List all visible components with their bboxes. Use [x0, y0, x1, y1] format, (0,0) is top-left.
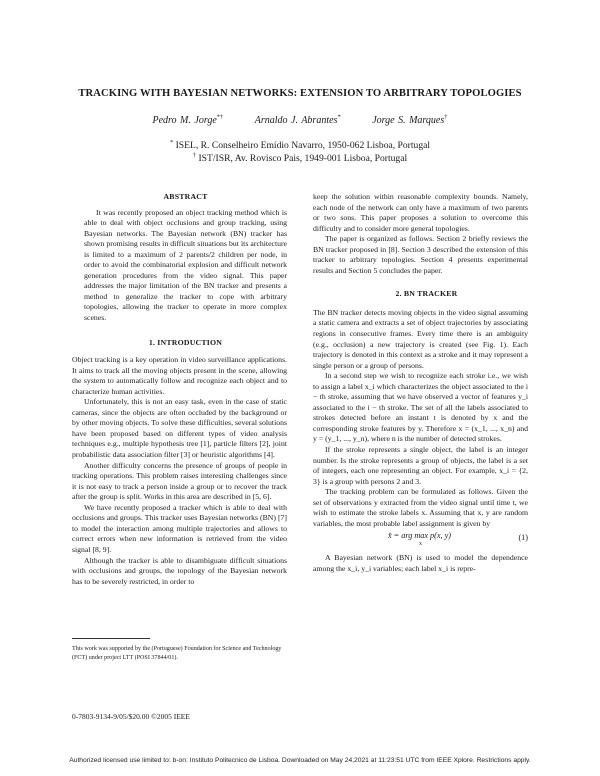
abstract-heading: ABSTRACT	[163, 192, 208, 201]
footnote-rule	[72, 638, 150, 639]
body-paragraph: A Bayesian network (BN) is used to model the dependence among the x_i, y_i variables; each label x_i is repre-	[313, 553, 528, 573]
intro-heading: 1. INTRODUCTION	[148, 337, 223, 347]
equation-1	[313, 529, 528, 547]
intro-paragraph: Unfortunately, this is not an easy task, even in the case of static cameras, since the objects are often occluded by the background or by other moving objects. To solve these difficulties, several solutions have been proposed based on different types of video analysis techniques e.g., multiple hypothesis tree [1], particle filters [2], joint probabilistic data association filter [3] or heuristic algorithms [4].	[72, 397, 287, 460]
isbn-line: 0-7803-9134-9/05/$20.00 ©2005 IEEE	[72, 712, 190, 721]
abstract-text: It was recently proposed an object tracking method which is able to deal with object occlusions and group tracking, using Bayesian networks. The Bayesian network (BN) tracker has shown promising results in difficult situations but its architecture is limited to a maximum of 2 parents/2 children per node, in order to avoid the combinatorial explosion and difficult network generation procedures from the video signal. This paper addresses the major limitation of the BN tracker and presents a method to generalize the tracker to cope with arbitrary topologies, allowing the tracker to operate in more complex scenes.	[84, 207, 287, 323]
footnote: This work was supported by the (Portuguese) Foundation for Science and Technology (FCT) under project LTT (POSI 37844/01).	[72, 646, 282, 661]
right-column	[313, 192, 528, 575]
left-column	[72, 192, 287, 587]
body-paragraph: The BN tracker detects moving objects in the video signal assuming a static camera and extracts a set of object trajectories by associating regions in consecutive frames. Every time there is an ambiguity (e.g., occlusion) a new trajectory is created (see Fig. 1). Each trajectory is denoted in this context as a stroke and it may represent a single person or a group of persons.	[313, 307, 528, 370]
section-2-heading: 2. BN TRACKER	[395, 289, 458, 299]
body-paragraph: keep the solution within reasonable complexity bounds. Namely, each node of the network can only have a maximum of two parents or two sons. This paper proposes a solution to overcome this difficulty and to consider more general topologies.	[313, 192, 528, 233]
affiliation-1: * ISEL, R. Conselheiro Emídio Navarro, 1950-062 Lisboa, Portugal	[169, 139, 431, 152]
author-3: Jorge S. Marques†	[372, 114, 448, 127]
body-paragraph: The paper is organized as follows. Section 2 briefly reviews the BN tracker proposed in [8]. Section 3 described the extension of this tracker to arbitrary topologies. Section 4 presents experimental results and Section 5 concludes the paper.	[313, 234, 528, 275]
intro-paragraph: We have recently proposed a tracker which is able to deal with occlusions and groups. This tracker uses Bayesian networks (BN) [7] to model the interaction among multiple trajectories and allows to correct errors when new information is retrieved from the video signal [8, 9].	[72, 502, 287, 554]
intro-paragraph: Although the tracker is able to disambiguate difficult situations with occlusions and groups, the topology of the Bayesian network has to be severely restricted, in order to	[72, 555, 287, 586]
body-paragraph: If the stroke represents a single object, the label is an integer number. Is the stroke represents a group of objects, the label is a set of integers, each one representing an object. For example, x_i = {2, 3} is a group with persons 2 and 3.	[313, 445, 528, 486]
body-paragraph: In a second step we wish to recognize each stroke i.e., we wish to assign a label x_i which characterizes the object associated to the i − th stroke, assuming that we have observed a vector of features y_i associated to the i − th stroke. The set of all the labels associated to strokes detected before an instant t is denoted by x and the corresponding stroke features by y. Therefore x = (x_1, ..., x_n) and y = (y_1, ..., y_n), where n is the number of detected strokes.	[313, 371, 528, 444]
intro-paragraph: Another difficulty concerns the presence of groups of people in tracking operations. This problem raises interesting challenges since it is not easy to track a person inside a group or to recover the track after the group is split. Works in this area are described in [5, 6].	[72, 460, 287, 502]
paper-title: TRACKING WITH BAYESIAN NETWORKS: EXTENSION TO ARBITRARY TOPOLOGIES	[78, 88, 522, 99]
author-list	[0, 114, 600, 126]
download-notice: Authorized licensed use limited to: b-on: Instituto Politecnico de Lisboa. Downloaded on May 24,2021 at 11:23:51 UTC from IEEE Xplore. Restrictions apply.	[69, 757, 531, 764]
equation-number: (1)	[518, 533, 528, 543]
author-1: Pedro M. Jorge*†	[152, 114, 224, 127]
body-paragraph: The tracking problem can be formulated as follows. Given the set of observations y extracted from the video signal until time t, we wish to estimate the stroke labels x. Assuming that x, y are random variables, the most probable label assignment is given by	[313, 487, 528, 528]
equation-body: x̂ = arg max p(x, $y)_x$	[388, 531, 451, 547]
intro-paragraph: Object tracking is a key operation in video surveillance applications. It aims to track all the moving objects present in the scene, allowing the system to automatically follow and recognize each object and to characterize human activities.	[72, 355, 287, 396]
author-2: Arnaldo J. Abrantes*	[254, 114, 341, 127]
affiliation-2: † IST/ISR, Av. Rovisco Pais, 1949-001 Lisboa, Portugal	[192, 152, 408, 165]
